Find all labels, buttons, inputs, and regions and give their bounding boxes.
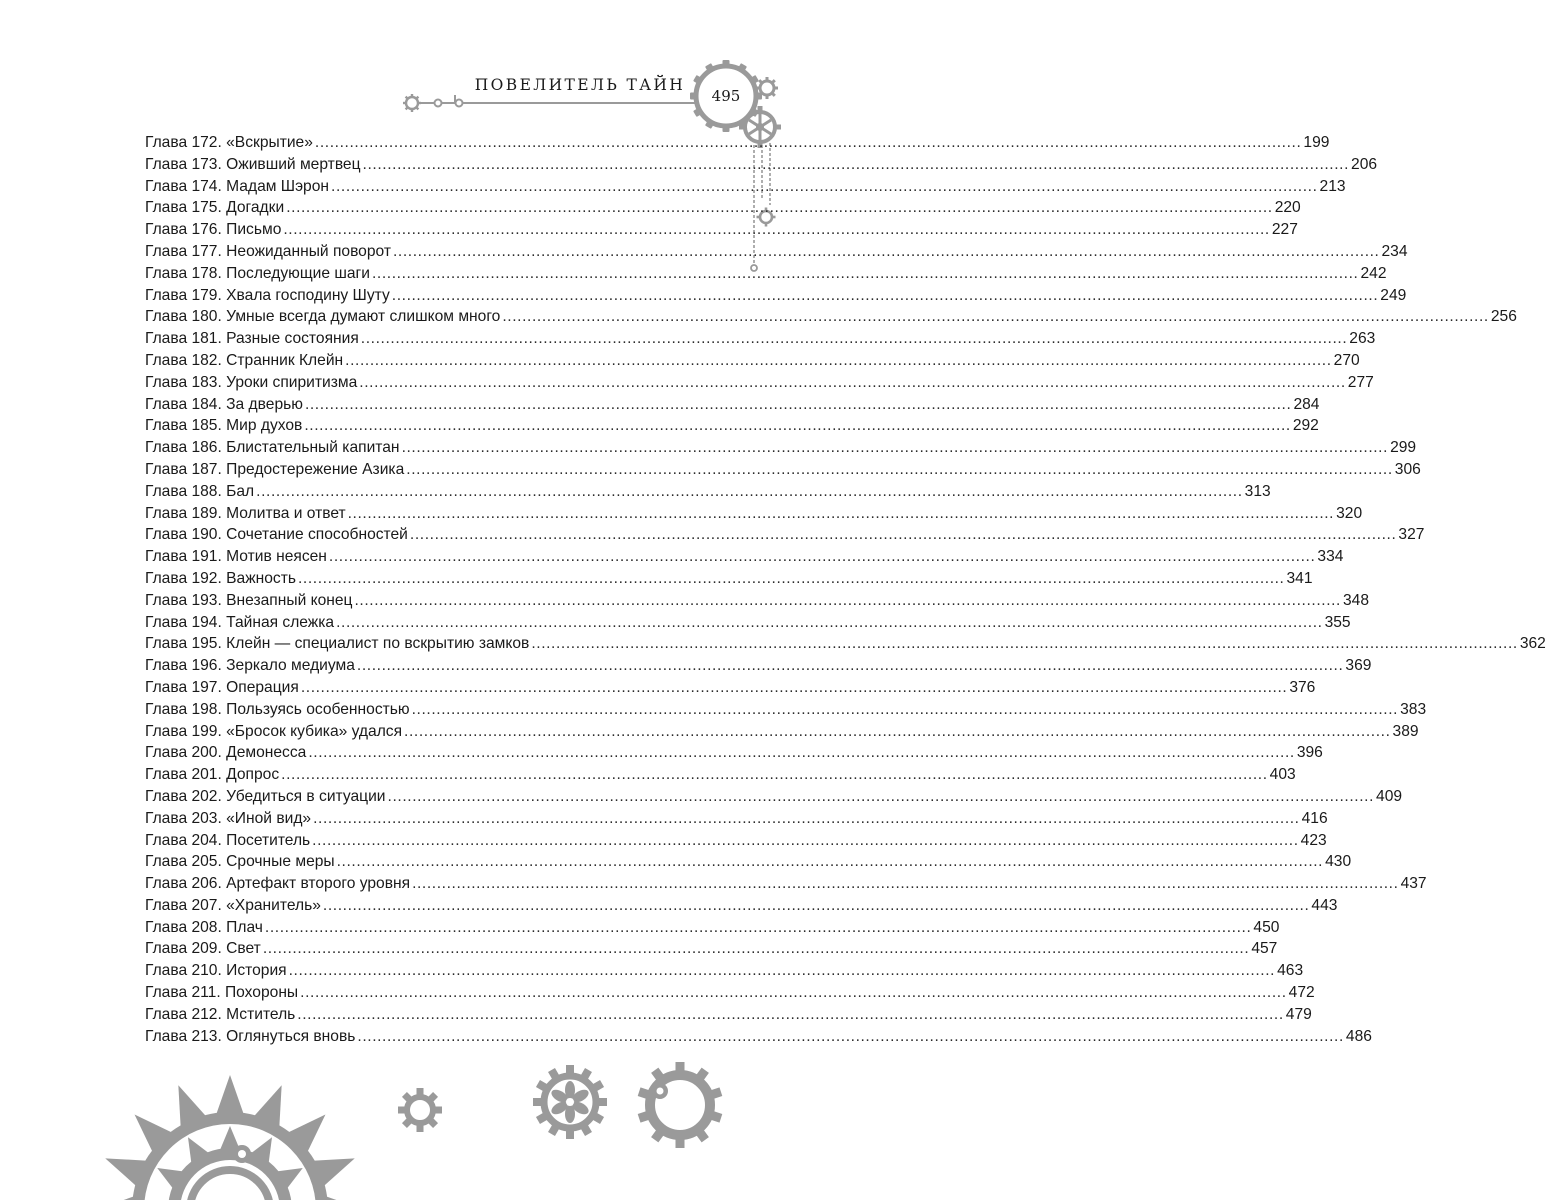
toc-dot-leader: ........................................................................................................................................................................................................	[304, 417, 1291, 435]
toc-entry-page: 313	[1244, 482, 1271, 500]
toc-dot-leader: ........................................................................................................................................................................................................	[360, 330, 1348, 348]
toc-dot-leader: ........................................................................................................................................................................................................	[393, 242, 1380, 260]
toc-dot-leader: ........................................................................................................................................................................................................	[288, 962, 1276, 980]
toc-entry-page: 409	[1376, 787, 1403, 805]
toc-entry-title: Глава 200. Демонесса	[145, 744, 307, 762]
toc-entry-page: 369	[1345, 657, 1372, 675]
toc-entry	[145, 548, 1344, 570]
toc-entry	[145, 264, 1387, 287]
toc-entry	[145, 482, 1271, 505]
toc-entry-title: Глава 204. Посетитель	[145, 831, 311, 849]
toc-entry-title: Глава 192. Важность	[145, 569, 296, 587]
toc-dot-leader: ........................................................................................................................................................................................................	[312, 831, 1299, 849]
toc-entry-title: Глава 177. Неожиданный поворот	[145, 242, 391, 260]
toc-entry-page: 376	[1289, 678, 1316, 696]
toc-dot-leader: ........................................................................................................................................................................................................	[304, 395, 1292, 413]
toc-dot-leader: ........................................................................................................................................................................................................	[371, 264, 1359, 282]
toc-dot-leader: ........................................................................................................................................................................................................	[281, 766, 1268, 784]
toc-entry-page: 206	[1351, 155, 1378, 173]
toc-entry-page: 284	[1293, 395, 1320, 413]
toc-dot-leader: ........................................................................................................................................................................................................	[357, 1027, 1344, 1045]
toc-entry-title: Глава 185. Мир духов	[145, 417, 303, 435]
toc-entry-title: Глава 206. Артефакт второго уровня	[145, 875, 411, 893]
toc-entry-title: Глава 178. Последующие шаги	[145, 264, 370, 282]
toc-entry-title: Глава 193. Внезапный конец	[145, 591, 353, 609]
toc-entry-title: Глава 191. Мотив неясен	[145, 548, 327, 566]
toc-entry-title: Глава 194. Тайная слежка	[145, 613, 335, 631]
toc-entry	[145, 308, 1517, 330]
toc-entry-title: Глава 173. Оживший мертвец	[145, 155, 361, 173]
footer-gear-ornament	[0, 1060, 900, 1200]
toc-entry	[145, 373, 1374, 396]
toc-entry-page: 320	[1336, 504, 1363, 522]
toc-dot-leader: ........................................................................................................................................................................................................	[308, 744, 1295, 762]
toc-entry-title: Глава 211. Похороны	[145, 984, 299, 1002]
toc-entry	[145, 853, 1352, 875]
toc-entry-title: Глава 190. Сочетание способностей	[145, 526, 408, 544]
toc-entry-page: 463	[1277, 962, 1304, 980]
toc-entry-title: Глава 179. Хвала господину Шуту	[145, 286, 390, 304]
toc-entry-page: 292	[1292, 417, 1319, 435]
toc-entry	[145, 504, 1363, 527]
toc-entry-page: 389	[1392, 722, 1419, 740]
toc-entry-page: 227	[1271, 221, 1298, 239]
toc-dot-leader: ........................................................................................................................................................................................................	[356, 657, 1344, 675]
toc-entry-title: Глава 196. Зеркало медиума	[145, 657, 355, 675]
toc-dot-leader: ........................................................................................................................................................................................................	[406, 460, 1393, 478]
toc-dot-leader: ........................................................................................................................................................................................................	[286, 199, 1273, 217]
toc-entry-title: Глава 209. Свет	[145, 940, 261, 958]
toc-entry	[145, 286, 1407, 309]
toc-dot-leader: ........................................................................................................................................................................................................	[264, 918, 1252, 936]
toc-entry-title: Глава 187. Предостережение Азика	[145, 460, 405, 478]
toc-entry	[145, 177, 1346, 200]
toc-entry-page: 199	[1303, 134, 1330, 151]
toc-entry	[145, 330, 1376, 352]
toc-entry-title: Глава 189. Молитва и ответ	[145, 504, 346, 522]
toc-dot-leader: ........................................................................................................................................................................................................	[300, 678, 1288, 696]
toc-entry	[145, 242, 1408, 265]
toc-entry	[145, 875, 1427, 897]
toc-dot-leader: ........................................................................................................................................................................................................	[314, 134, 1302, 151]
toc-entry	[145, 439, 1417, 461]
toc-entry-page: 234	[1381, 242, 1408, 260]
toc-entry-title: Глава 184. За дверью	[145, 395, 303, 413]
table-of-contents	[145, 134, 1546, 1049]
toc-entry-page: 277	[1347, 373, 1374, 391]
toc-entry-title: Глава 212. Мститель	[145, 1005, 296, 1023]
toc-entry	[145, 657, 1372, 679]
toc-entry-title: Глава 188. Бал	[145, 482, 255, 500]
toc-dot-leader: ........................................................................................................................................................................................................	[331, 177, 1318, 195]
toc-entry-page: 348	[1343, 591, 1370, 609]
toc-dot-leader: ........................................................................................................................................................................................................	[283, 221, 1270, 239]
toc-entry-title: Глава 202. Убедиться в ситуации	[145, 787, 386, 805]
page-number: 495	[711, 87, 741, 105]
sunburst-gear-icon	[95, 1075, 365, 1200]
toc-entry	[145, 918, 1280, 941]
toc-entry-title: Глава 197. Операция	[145, 678, 299, 696]
toc-entry-page: 416	[1301, 809, 1328, 827]
toc-entry-page: 362	[1519, 635, 1546, 653]
toc-entry	[145, 678, 1316, 701]
toc-entry-page: 479	[1285, 1005, 1312, 1023]
toc-dot-leader: ........................................................................................................................................................................................................	[354, 591, 1341, 609]
toc-dot-leader: ........................................................................................................................................................................................................	[345, 351, 1332, 369]
toc-dot-leader: ........................................................................................................................................................................................................	[313, 809, 1300, 827]
toc-entry-title: Глава 203. «Иной вид»	[145, 809, 312, 827]
toc-entry	[145, 700, 1427, 723]
toc-dot-leader: ........................................................................................................................................................................................................	[300, 984, 1287, 1002]
toc-dot-leader: ........................................................................................................................................................................................................	[404, 722, 1391, 740]
toc-entry-page: 213	[1319, 177, 1346, 195]
toc-entry	[145, 940, 1278, 962]
toc-entry-page: 299	[1390, 439, 1417, 457]
toc-entry-page: 355	[1324, 613, 1351, 631]
toc-entry-page: 486	[1345, 1027, 1372, 1045]
toc-entry-title: Глава 174. Мадам Шэрон	[145, 177, 330, 195]
small-gear-icon	[756, 77, 778, 99]
toc-dot-leader: ........................................................................................................................................................................................................	[336, 613, 1323, 631]
toc-dot-leader: ........................................................................................................................................................................................................	[359, 373, 1346, 391]
small-gear-icon	[403, 94, 421, 112]
toc-dot-leader: ........................................................................................................................................................................................................	[328, 548, 1316, 566]
toc-entry-title: Глава 195. Клейн — специалист по вскрытию замков	[145, 635, 530, 653]
toc-entry-title: Глава 201. Допрос	[145, 766, 280, 784]
toc-entry-title: Глава 213. Оглянуться вновь	[145, 1027, 356, 1045]
toc-entry-title: Глава 175. Догадки	[145, 199, 285, 217]
toc-entry-title: Глава 186. Блистательный капитан	[145, 439, 400, 457]
toc-entry-page: 457	[1251, 940, 1278, 958]
toc-entry-page: 242	[1360, 264, 1387, 282]
toc-entry	[145, 1027, 1372, 1050]
toc-entry	[145, 591, 1370, 614]
toc-entry	[145, 417, 1319, 439]
toc-entry-page: 249	[1380, 286, 1407, 304]
toc-entry	[145, 831, 1327, 854]
toc-dot-leader: ........................................................................................................................................................................................................	[412, 875, 1399, 893]
toc-dot-leader: ........................................................................................................................................................................................................	[531, 635, 1518, 653]
toc-entry-page: 256	[1490, 308, 1517, 326]
toc-entry-page: 450	[1253, 918, 1280, 936]
toc-entry-title: Глава 176. Письмо	[145, 221, 282, 239]
toc-dot-leader: ........................................................................................................................................................................................................	[391, 286, 1379, 304]
toc-dot-leader: ........................................................................................................................................................................................................	[336, 853, 1324, 871]
toc-entry-title: Глава 205. Срочные меры	[145, 853, 335, 871]
toc-entry-page: 270	[1333, 351, 1360, 369]
toc-dot-leader: ........................................................................................................................................................................................................	[409, 526, 1397, 544]
toc-dot-leader: ........................................................................................................................................................................................................	[502, 308, 1489, 326]
toc-entry-title: Глава 199. «Бросок кубика» удался	[145, 722, 403, 740]
toc-entry	[145, 613, 1351, 636]
toc-entry-page: 327	[1398, 526, 1425, 544]
toc-entry	[145, 460, 1421, 483]
toc-entry	[145, 962, 1304, 984]
toc-entry-page: 334	[1317, 548, 1344, 566]
toc-entry-page: 396	[1296, 744, 1323, 762]
toc-entry-page: 403	[1269, 766, 1296, 784]
toc-entry-title: Глава 180. Умные всегда думают слишком много	[145, 308, 501, 326]
toc-entry-page: 423	[1300, 831, 1327, 849]
flower-gear-icon	[533, 1065, 607, 1139]
toc-entry	[145, 744, 1323, 766]
toc-entry-page: 443	[1311, 896, 1338, 914]
rod-line	[421, 95, 700, 107]
ring-gear-icon	[638, 1062, 723, 1148]
toc-entry	[145, 395, 1320, 418]
toc-entry-page: 263	[1349, 330, 1376, 348]
toc-entry	[145, 569, 1313, 592]
toc-entry	[145, 722, 1419, 745]
running-title: ПОВЕЛИТЕЛЬ ТАЙН	[474, 76, 686, 94]
toc-dot-leader: ........................................................................................................................................................................................................	[262, 940, 1250, 958]
toc-entry-title: Глава 198. Пользуясь особенностью	[145, 700, 410, 718]
toc-dot-leader: ........................................................................................................................................................................................................	[298, 569, 1285, 587]
toc-entry-page: 472	[1288, 984, 1315, 1002]
toc-entry	[145, 199, 1301, 221]
toc-entry-title: Глава 210. История	[145, 962, 287, 980]
toc-entry	[145, 635, 1546, 657]
toc-entry	[145, 1005, 1312, 1028]
toc-entry-title: Глава 172. «Вскрытие»	[145, 134, 313, 151]
toc-entry	[145, 221, 1298, 243]
toc-entry	[145, 766, 1296, 788]
toc-entry	[145, 787, 1403, 810]
toc-dot-leader: ........................................................................................................................................................................................................	[322, 896, 1310, 914]
toc-entry-page: 341	[1286, 569, 1313, 587]
toc-entry-page: 430	[1325, 853, 1352, 871]
toc-entry	[145, 526, 1425, 548]
toc-entry-page: 220	[1274, 199, 1301, 217]
toc-entry-title: Глава 208. Плач	[145, 918, 263, 936]
toc-entry	[145, 809, 1328, 832]
toc-entry-title: Глава 183. Уроки спиритизма	[145, 373, 358, 391]
toc-dot-leader: ........................................................................................................................................................................................................	[362, 155, 1350, 173]
toc-entry-title: Глава 181. Разные состояния	[145, 330, 359, 348]
toc-entry	[145, 896, 1338, 919]
toc-dot-leader: ........................................................................................................................................................................................................	[297, 1005, 1284, 1023]
toc-dot-leader: ........................................................................................................................................................................................................	[411, 700, 1399, 718]
toc-entry-page: 437	[1400, 875, 1427, 893]
toc-dot-leader: ........................................................................................................................................................................................................	[401, 439, 1389, 457]
toc-entry	[145, 134, 1330, 156]
toc-entry	[145, 351, 1360, 374]
small-gear-icon	[398, 1088, 442, 1132]
toc-entry-title: Глава 182. Странник Клейн	[145, 351, 344, 369]
toc-entry-page: 306	[1394, 460, 1421, 478]
toc-entry-title: Глава 207. «Хранитель»	[145, 896, 321, 914]
toc-dot-leader: ........................................................................................................................................................................................................	[256, 482, 1243, 500]
toc-entry-page: 383	[1400, 700, 1427, 718]
toc-dot-leader: ........................................................................................................................................................................................................	[387, 787, 1375, 805]
toc-entry	[145, 155, 1378, 178]
toc-entry	[145, 984, 1315, 1006]
toc-dot-leader: ........................................................................................................................................................................................................	[347, 504, 1335, 522]
